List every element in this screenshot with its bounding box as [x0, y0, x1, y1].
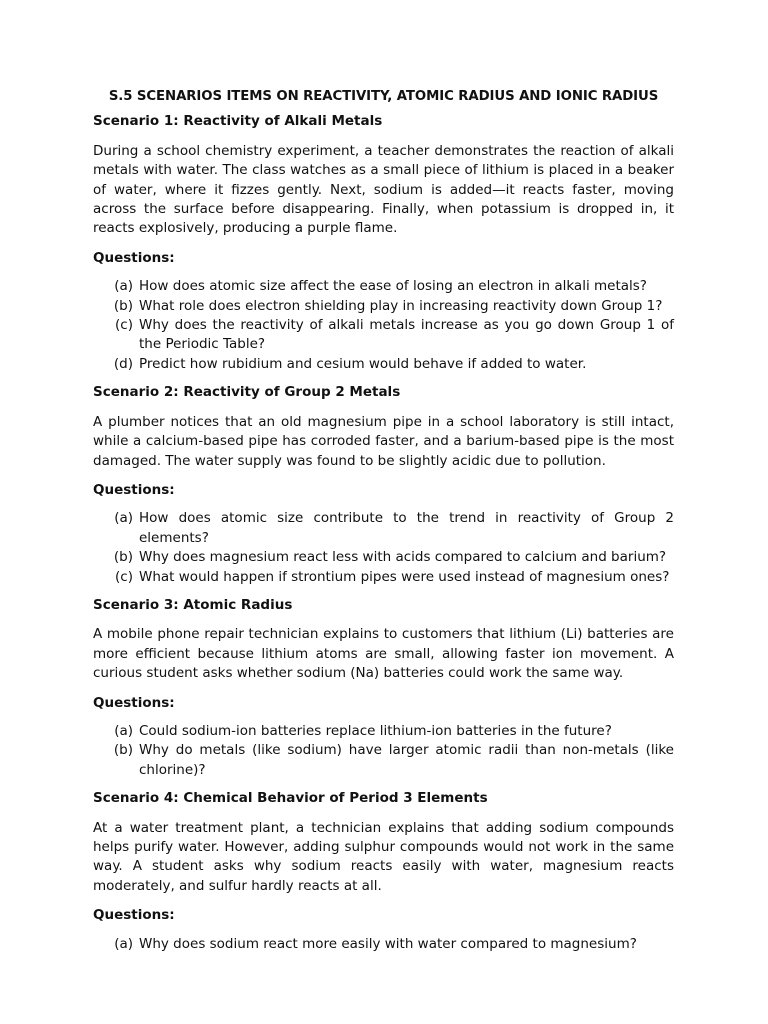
- scenario-heading: Scenario 1: Reactivity of Alkali Metals: [93, 113, 383, 130]
- question-item: [93, 741, 674, 780]
- question-label: (a): [114, 722, 133, 739]
- question-label: (b): [113, 297, 133, 314]
- question-item: [93, 355, 674, 374]
- question-item: [93, 568, 674, 587]
- scenario-2: [93, 383, 674, 587]
- question-item: [93, 297, 674, 316]
- question-label: (a): [114, 278, 133, 295]
- scenario-paragraph: At a water treatment plant, a technician explains that adding sodium compounds helps purify water. However, adding sulphur compounds would not work in the same way. A student asks why sodium reacts easily with water, magnesium reacts moderately, and sulfur hardly reacts at all.: [93, 819, 674, 894]
- question-text: Why does sodium react more easily with water compared to magnesium?: [139, 935, 637, 952]
- question-text: What role does electron shielding play in increasing reactivity down Group 1?: [139, 297, 663, 314]
- questions-label: Questions:: [93, 694, 175, 711]
- question-list: [93, 935, 674, 954]
- scenario-paragraph: A plumber notices that an old magnesium pipe in a school laboratory is still intact, while a calcium-based pipe has corroded faster, and a barium-based pipe is the most damaged. The water supply was found to be slightly acidic due to pollution.: [93, 413, 674, 469]
- question-item: [93, 316, 674, 355]
- scenario-paragraph: A mobile phone repair technician explains to customers that lithium (Li) batteries are more efficient because lithium atoms are small, allowing faster ion movement. A curious student asks whether sodium (Na) batteries could work the same way.: [93, 626, 674, 682]
- document-title: S.5 SCENARIOS ITEMS ON REACTIVITY, ATOMIC RADIUS AND IONIC RADIUS: [108, 89, 659, 104]
- question-text: How does atomic size affect the ease of losing an electron in alkali metals?: [139, 278, 647, 295]
- question-text: Why does the reactivity of alkali metals increase as you go down Group 1 of the Periodic Table?: [139, 317, 674, 353]
- question-text: Why do metals (like sodium) have larger atomic radii than non-metals (like chlorine)?: [139, 742, 674, 778]
- questions-label: Questions:: [93, 249, 175, 266]
- question-text: Why does magnesium react less with acids compared to calcium and barium?: [139, 549, 667, 566]
- scenario-heading: Scenario 4: Chemical Behavior of Period 3 Elements: [93, 790, 488, 807]
- question-label: (c): [115, 568, 133, 585]
- questions-label: Questions:: [93, 481, 175, 498]
- question-text: What would happen if strontium pipes were used instead of magnesium ones?: [139, 568, 670, 585]
- question-text: How does atomic size contribute to the trend in reactivity of Group 2 elements?: [139, 510, 674, 546]
- question-label: (b): [113, 742, 133, 759]
- question-item: [93, 277, 674, 296]
- question-item: [93, 509, 674, 548]
- question-list: [93, 277, 674, 374]
- question-item: [93, 548, 674, 567]
- question-list: [93, 722, 674, 780]
- scenario-3: [93, 596, 674, 780]
- question-item: [93, 722, 674, 741]
- question-label: (a): [114, 510, 133, 527]
- scenario-heading: Scenario 3: Atomic Radius: [93, 596, 293, 613]
- question-label: (c): [115, 317, 133, 334]
- scenario-1: [93, 112, 674, 374]
- scenario-4: [93, 789, 674, 954]
- scenario-heading: Scenario 2: Reactivity of Group 2 Metals: [93, 384, 401, 401]
- question-label: (b): [113, 549, 133, 566]
- questions-label: Questions:: [93, 907, 175, 924]
- question-label: (a): [114, 935, 133, 952]
- question-text: Could sodium-ion batteries replace lithium-ion batteries in the future?: [139, 722, 612, 739]
- question-item: [93, 935, 674, 954]
- scenario-paragraph: During a school chemistry experiment, a teacher demonstrates the reaction of alkali metals with water. The class watches as a small piece of lithium is placed in a beaker of water, where it fizzes gently. Next, sodium is added—it reacts faster, moving across the surface before disappearing. Finally, when potassium is dropped in, it reacts explosively, producing a purple flame.: [93, 142, 674, 237]
- question-list: [93, 509, 674, 587]
- document-content: [93, 87, 674, 963]
- question-label: (d): [113, 355, 133, 372]
- question-text: Predict how rubidium and cesium would behave if added to water.: [139, 355, 587, 372]
